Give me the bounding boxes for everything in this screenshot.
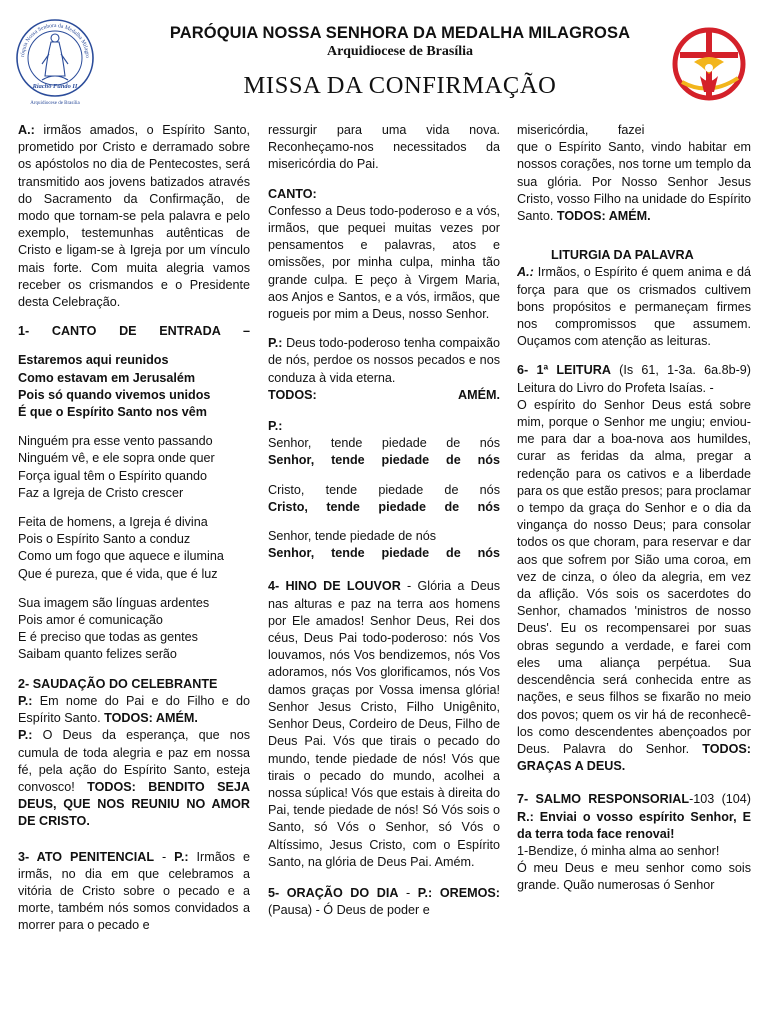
section-heading-hino-de-louvor: 4- HINO DE LOUVOR xyxy=(268,579,401,594)
kyrie-response: Cristo, tende piedade de nós xyxy=(268,499,500,514)
page-title: MISSA DA CONFIRMAÇÃO xyxy=(243,72,557,99)
absolution-paragraph: P.: Deus todo-poderoso tenha compaixão de nós, perdoe os nossos pecados e nos conduza à vida eterna. TODOS: AMÉM. xyxy=(268,336,500,402)
archdiocese-name: Arquidiocese de Brasília xyxy=(327,44,473,59)
seal-ring-text: róquia Nossa Senhora da Medalha Milagro xyxy=(20,22,91,59)
column-1 xyxy=(18,122,250,1020)
ato-penitencial-section: 3- ATO PENITENCIAL - P.: Irmãos e irmãs, no dia em que celebramos a vitória de Cristo sobre o pecado e a morte, também nós somos convidados a morrer para o pecado e xyxy=(18,849,250,933)
virgin-mary-icon xyxy=(42,34,68,80)
section-heading-liturgia: LITURGIA DA PALAVRA xyxy=(551,248,694,263)
kyrie-call: Senhor, tende piedade de nós xyxy=(268,436,500,451)
oracao-continued: misericórdia, fazei que o Espírito Santo, vindo habitar em nossos corações, nos torne um templo da sua glória. Por Nosso Senhor Jesus Cristo, vosso Filho na unidade do Espírito Santo. TODOS: AMÉM. xyxy=(517,123,751,224)
section-heading-salmo: 7- SALMO RESPONSORIAL xyxy=(517,792,690,807)
section-heading-canto-entrada: 1- CANTO DE ENTRADA – xyxy=(18,324,250,339)
kyrie-response: Senhor, tende piedade de nós xyxy=(268,453,500,468)
holy-spirit-dove-cross-icon xyxy=(664,22,754,106)
kyrie-final-section xyxy=(268,528,500,562)
seal-caption: Arquidiocese de Brasília xyxy=(30,101,80,106)
saudacao-section: 2- SAUDAÇÃO DO CELEBRANTE P.: Em nome do Pai e do Filho e do Espírito Santo. TODOS: AMÉM. P.: O Deus da esperança, que nos cumula de toda alegria e paz em nossa fé, pela ação do Espírito Santo, esteja convosco! TODOS: BENDITO SEJA DEUS, QUE NOS REUNIU NO AMOR DE CRISTO. xyxy=(18,676,250,829)
salmo-section: 7- SALMO RESPONSORIAL-103 (104) R.: Enviai o vosso espírito Senhor, E da terra toda face renovai! 1-Bendize, ó minha alma ao senhor! Ó meu Deus e meu senhor como sois grande. Quão numerosas ó Senhor xyxy=(517,792,751,893)
confesso-section: CANTO: Confesso a Deus todo-poderoso e a vós, irmãos, que pequei muitas vezes por pensamentos e palavras, atos e omissões, por minha culpa, minha tão grande culpa. E peço à Virgem Maria, aos Anjos e Santos, e a vós, irmãos, que rogueis por mim a Deus, nosso Senhor. xyxy=(268,186,500,322)
kyrie-call: Senhor, tende piedade de nós xyxy=(268,529,437,544)
kyrie-call: Cristo, tende piedade de nós xyxy=(268,482,500,497)
song-refrain: Estaremos aqui reunidos Como estavam em Jerusalém Pois só quando vivemos unidos É que o Espírito Santo nos vêm xyxy=(18,353,211,420)
section-heading-primeira-leitura: 6- 1ª LEITURA xyxy=(517,363,611,378)
kyrie-section: P.: Senhor, tende piedade de nós Senhor, tende piedade de nós xyxy=(268,418,500,470)
oracao-section: 5- ORAÇÃO DO DIA - P.: OREMOS: (Pausa) - Ó Deus de poder e xyxy=(268,885,500,918)
christe-section xyxy=(268,482,500,516)
parish-seal-logo xyxy=(12,14,98,108)
song-verse-1: Ninguém pra esse vento passando Ninguém vê, e ele sopra onde quer Força igual têm o Espírito quando Faz a Igreja de Cristo crescer xyxy=(18,434,215,500)
section-heading-saudacao: 2- SAUDAÇÃO DO CELEBRANTE xyxy=(18,676,218,691)
gloria-section: 4- HINO DE LOUVOR - Glória a Deus nas alturas e paz na terra aos homens por Ele amados! Senhor Deus, Rei dos céus, Deus Pai todo-poderoso: nós Vos louvamos, nós Vos bendizemos, nós Vos adoramos, nós Vos glorificamos, nós Vos damos graças por Vossa imensa glória! Senhor Jesus Cristo, Filho Unigênito, Senhor Deus, Cordeiro de Deus, Filho de Deus Pai. Vós que tirais o pecado do mundo, tende piedade de nós! Vós que tirais o pecado do mundo, acolhei a nossa súplica! Vós que estais à direita do Pai, tende piedade de nós! Só Vós sois o Santo, só Vós o Senhor, só Vós o Altíssimo, Jesus Cristo, com o Espírito Santo, na glória de Deus Pai. Amém. xyxy=(268,579,500,869)
column-3 xyxy=(517,122,751,1020)
seal-bottom-text: Riacho Fundo II xyxy=(32,83,78,90)
header xyxy=(0,0,768,118)
primeira-leitura-section: 6- 1ª LEITURA (Is 61, 1-3a. 6a.8b-9) Leitura do Livro do Profeta Isaías. - O espírito do Senhor Deus está sobre mim, porque o Senhor me ungiu; enviou-me para dar a boa-nova aos humildes, curar as feridas da alma, pregar a redenção para os cativos e a liberdade para os que estão presos; para proclamar o tempo da graça do Senhor e o dia da vingança do nosso Deus; para consolar todos os que choram, para reservar e dar aos que sofrem por Sião uma coroa, em vez de cinza, o óleo da alegria, em vez da aflição. Vós sois os sacerdotes do Senhor, chamados 'ministros de nosso Deus'. Eu os recompensarei por suas obras segundo a verdade, e farei com eles uma aliança perpétua. Sua descendência será conhecida entre as nações, e seus filhos se fixarão no meio dos povos; quem os vir há de reconhecê-los como descendentes abençoados por Deus. Palavra do Senhor. TODOS: GRAÇAS A DEUS. xyxy=(517,363,751,774)
section-heading-ato-penitencial: 3- ATO PENITENCIAL xyxy=(18,849,155,864)
intro-paragraph: A.: irmãos amados, o Espírito Santo, prometido por Cristo e derramado sobre os apóstolos no dia de Pentecostes, será transmitido aos jovens batizados através do Sacramento da Confirmação, de modo que tornam-se pela palavra e pelo exemplo, testemunhas autênticas de Cristo e ligam-se à Igreja por um vínculo mais forte. Com muita alegria vamos receber os crismandos e o Presidente desta Celebração. xyxy=(18,123,250,310)
section-heading-oracao: 5- ORAÇÃO DO DIA xyxy=(268,885,399,900)
ato-penitencial-continued: ressurgir para uma vida nova. Reconheçamo-nos necessitados da misericórdia do Pai. xyxy=(268,123,500,172)
parish-name: PARÓQUIA NOSSA SENHORA DA MEDALHA MILAGROSA xyxy=(169,24,631,42)
column-2 xyxy=(268,122,500,1020)
song-verse-2: Feita de homens, a Igreja é divina Pois o Espírito Santo a conduz Como um fogo que aquece e ilumina Que é pureza, que é vida, que é luz xyxy=(18,515,224,581)
liturgia-section: LITURGIA DA PALAVRA A.: Irmãos, o Espírito é quem anima e dá força para que os crismados cultivem bons propósitos e permaneçam firmes nos compromissos que assumem. Ouçamos com atenção as leituras. xyxy=(517,248,751,349)
song-verse-3: Sua imagem são línguas ardentes Pois amor é comunicação E é preciso que todas as gentes Saibam quanto felizes serão xyxy=(18,595,210,662)
kyrie-response: Senhor, tende piedade de nós xyxy=(268,546,500,561)
speaker-label: A.: xyxy=(18,123,35,137)
section-heading-canto: CANTO: xyxy=(268,186,317,201)
